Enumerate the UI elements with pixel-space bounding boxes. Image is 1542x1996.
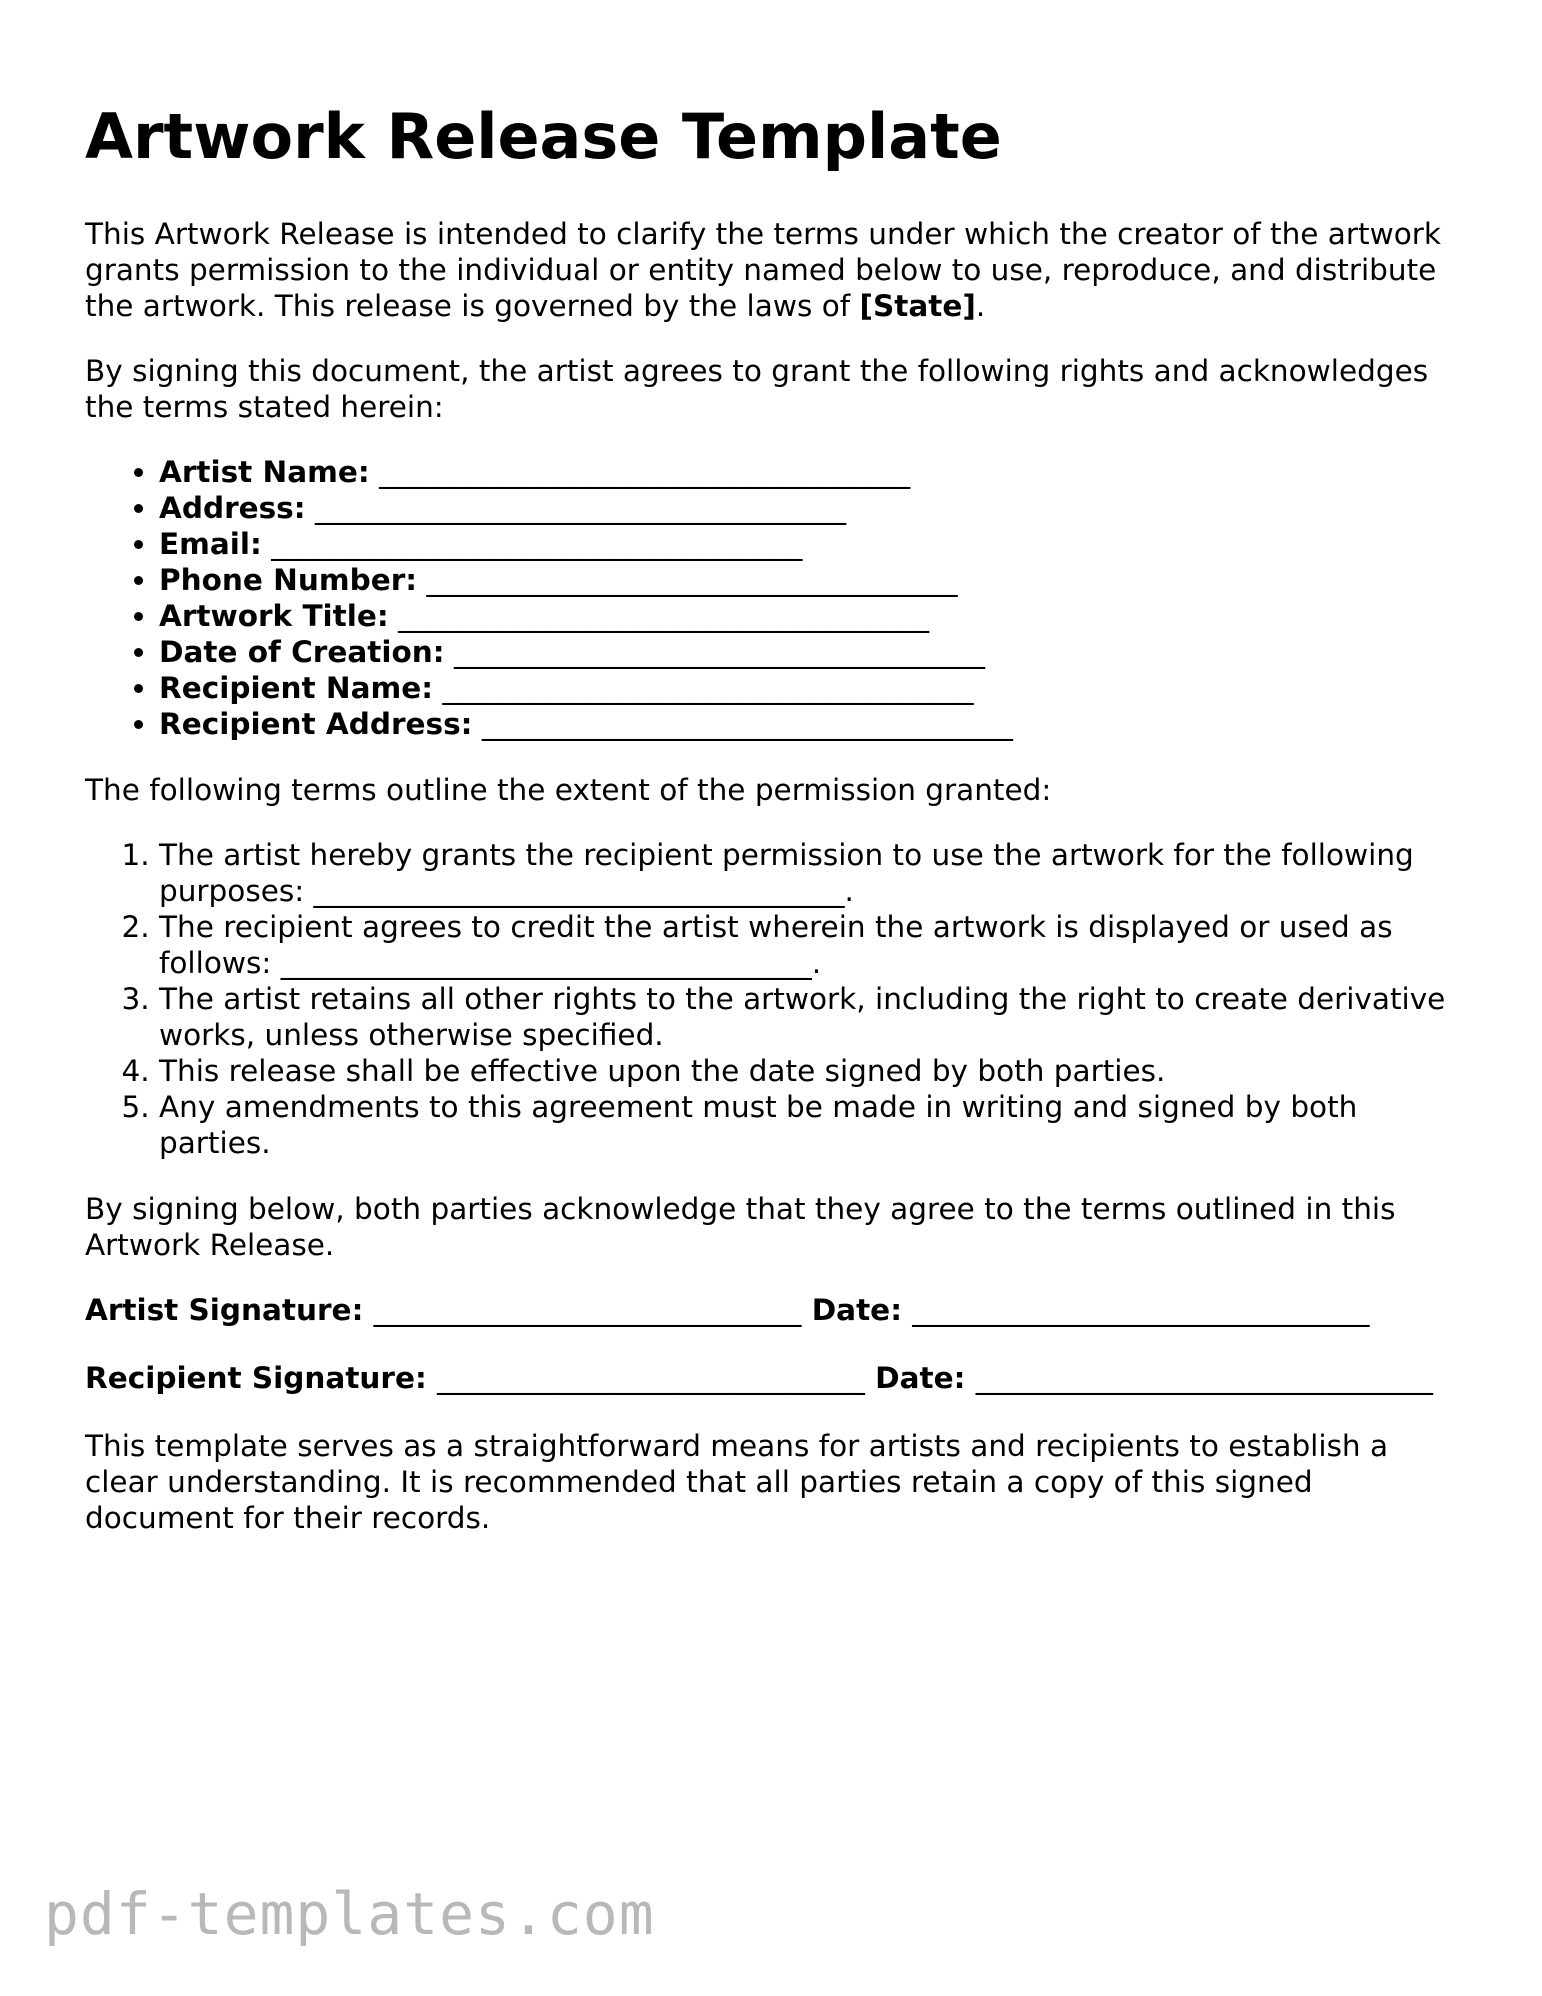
field-label: Recipient Address: [159,707,473,742]
fields-list [85,454,1465,742]
acknowledgement: By signing below, both parties acknowledge that they agree to the terms outlined in this Artwork Release. [85,1192,1396,1263]
terms-intro: The following terms outline the extent of the permission granted: [85,773,1052,808]
field-blank[interactable]: ____________________________________ [271,527,803,562]
field-label: Artwork Title: [159,599,389,634]
page-title: Artwork Release Template [85,100,1002,173]
recipient-signature-label: Recipient Signature: [85,1361,427,1396]
recipient-date-blank[interactable]: _______________________________ [975,1361,1433,1396]
field-blank[interactable]: ____________________________________ [481,707,1013,742]
intro-text: This Artwork Release is intended to clarify the terms under which the creator of the artwork grants permission to the individual or entity named below to use, reproduce, and distribute the artwork. This release is governed by the laws of [85,217,1441,324]
field-blank[interactable]: ____________________________________ [398,599,930,634]
field-recipient-name [159,670,1465,706]
field-label: Recipient Name: [159,671,434,706]
term-item: 2. The recipient agrees to credit the artist wherein the artwork is displayed or used as follows: ____________________________________. [159,909,1465,981]
recipient-signature-blank[interactable]: _____________________________ [437,1361,865,1396]
field-blank[interactable]: ____________________________________ [442,671,974,706]
artist-signature-blank[interactable]: _____________________________ [373,1293,802,1328]
field-label: Artist Name: [159,455,370,490]
field-blank[interactable]: ____________________________________ [453,635,985,670]
artist-date-label: Date: [811,1293,902,1328]
artist-date-blank[interactable]: _______________________________ [912,1293,1370,1328]
field-email [159,526,1465,562]
field-label: Phone Number: [159,563,418,598]
state-placeholder: [State] [859,289,976,324]
field-artist-name [159,454,1465,490]
document-page [85,100,1465,1565]
term-item: 4. This release shall be effective upon the date signed by both parties. [159,1053,1465,1089]
field-phone-number [159,562,1465,598]
field-date-of-creation [159,634,1465,670]
terms-list [85,837,1465,1161]
term-item: 3. The artist retains all other rights to the artwork, including the right to create derivative works, unless otherwise specified. [159,981,1465,1053]
term-item: 1. The artist hereby grants the recipient permission to use the artwork for the following purposes: ____________________________________. [159,837,1465,909]
field-artwork-title [159,598,1465,634]
field-recipient-address [159,706,1465,742]
artist-signature-line [85,1292,1465,1328]
field-address [159,490,1465,526]
recipient-date-label: Date: [875,1361,966,1396]
field-label: Address: [159,491,306,526]
closing-paragraph: This template serves as a straightforward means for artists and recipients to establish a clear understanding. It is recommended that all parties retain a copy of this signed document for their records. [85,1429,1389,1536]
intro-paragraph [85,216,1465,324]
artist-signature-label: Artist Signature: [85,1293,364,1328]
recipient-signature-line [85,1360,1465,1396]
field-blank[interactable]: ____________________________________ [314,491,846,526]
field-label: Date of Creation: [159,635,445,670]
term-item: 5. Any amendments to this agreement must be made in writing and signed by both parties. [159,1089,1465,1161]
field-blank[interactable]: ____________________________________ [426,563,958,598]
rights-intro: By signing this document, the artist agrees to grant the following rights and acknowledges the terms stated herein: [85,354,1429,425]
watermark: pdf-templates.com [44,1880,655,1948]
field-blank[interactable]: ____________________________________ [379,455,911,490]
intro-end: . [975,289,986,324]
field-label: Email: [159,527,262,562]
